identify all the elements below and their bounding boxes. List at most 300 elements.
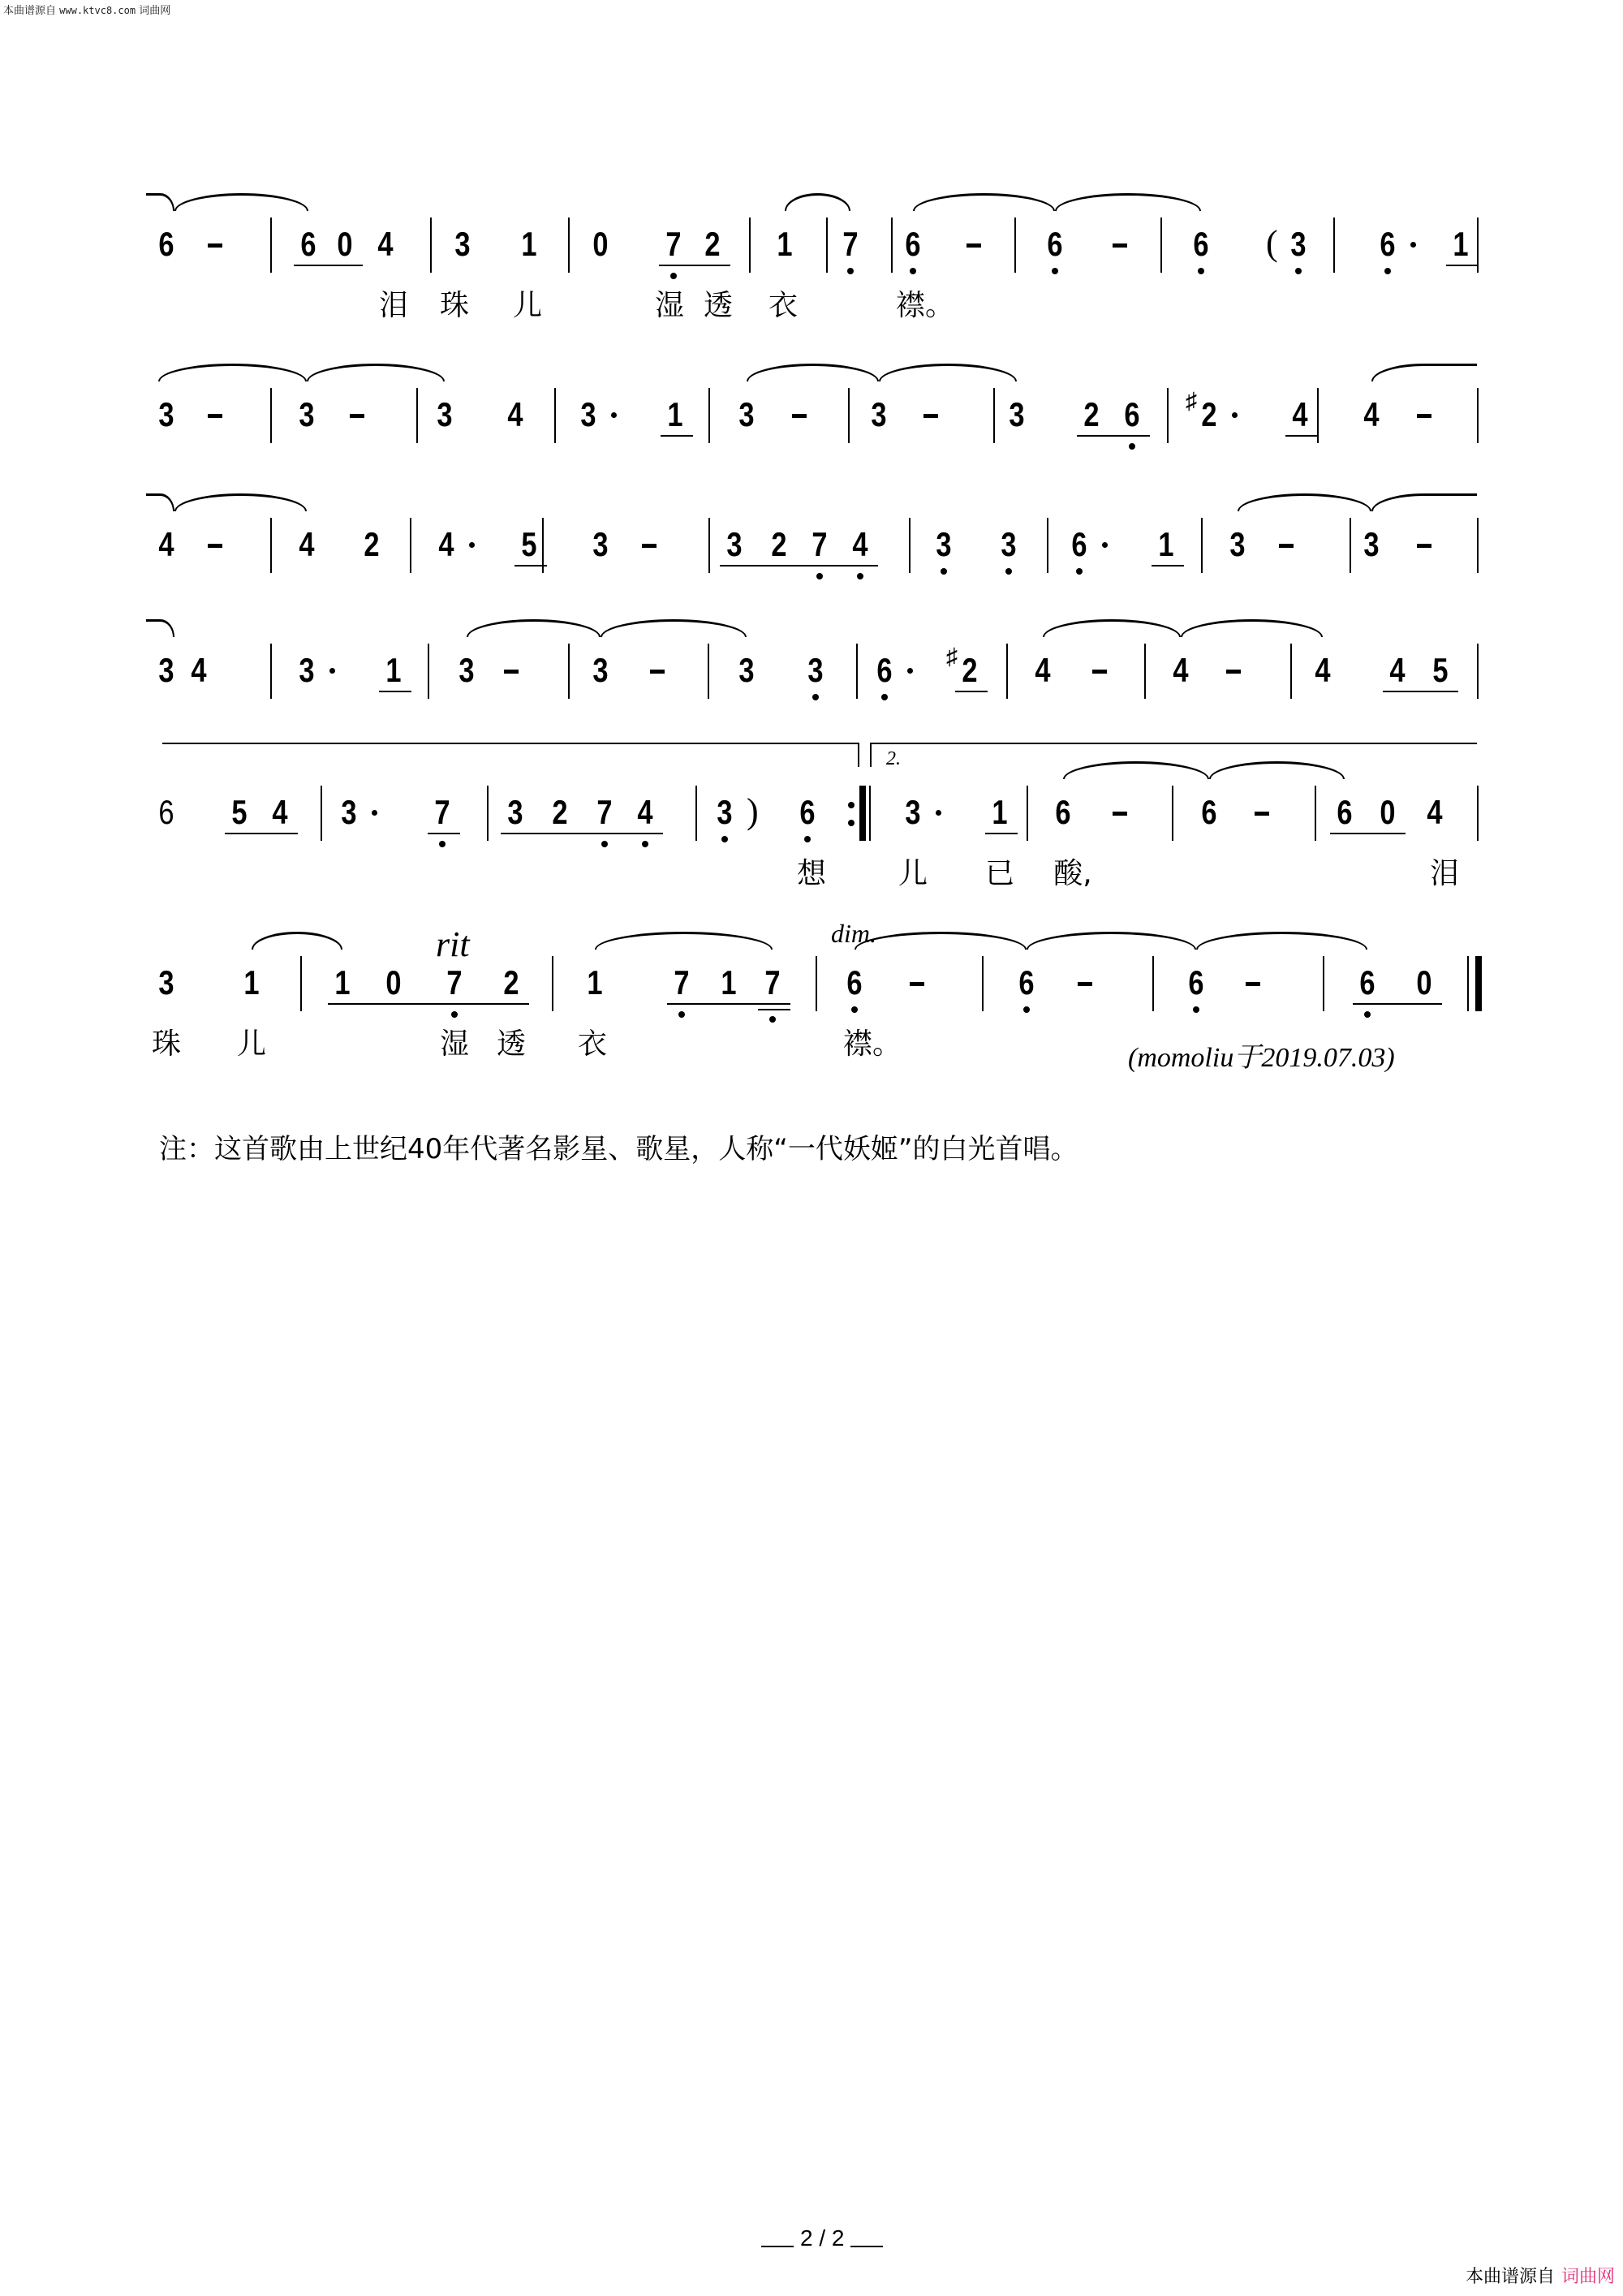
dash-sustain <box>792 414 807 418</box>
note-4: 4 <box>1292 395 1308 433</box>
tie-slur <box>1027 932 1196 950</box>
note-6: 6 <box>1047 225 1063 263</box>
barline <box>554 388 556 443</box>
barline <box>826 218 828 273</box>
beam-underline <box>1367 1003 1424 1005</box>
note-7: 7 <box>812 525 828 563</box>
lyric-syllable: 衣 <box>768 289 799 322</box>
tie-slur <box>1371 493 1477 511</box>
barline <box>848 388 850 443</box>
eighth-underline <box>514 565 547 566</box>
barline <box>1201 518 1203 573</box>
barline <box>695 786 697 841</box>
source-watermark-bottom <box>1466 2263 1615 2288</box>
eighth-underline <box>379 691 411 692</box>
dash-sustain <box>1113 243 1127 248</box>
beam-underline <box>515 833 560 834</box>
dash-sustain <box>1279 544 1294 548</box>
tie-slur <box>785 193 850 211</box>
augmentation-dot <box>611 412 617 418</box>
eighth-underline <box>1285 435 1318 437</box>
low-octave-dot <box>439 841 446 847</box>
barline <box>300 956 302 1011</box>
final-thin-barline <box>1467 956 1469 1011</box>
barline <box>1160 218 1162 273</box>
beam-underline <box>729 1003 773 1005</box>
low-octave-dot <box>678 1011 685 1018</box>
low-octave-dot <box>1023 1006 1030 1013</box>
lyric-syllable: 珠 <box>439 289 470 322</box>
barline <box>568 644 570 699</box>
lyric-syllable: 已 <box>984 857 1015 890</box>
tie-slur <box>1238 493 1371 511</box>
dash-sustain <box>966 243 981 248</box>
source-url: www.ktvc8.com <box>59 5 136 16</box>
eighth-underline <box>428 833 460 834</box>
note-0: 0 <box>1416 963 1432 1002</box>
dash-sustain <box>910 982 924 986</box>
augmentation-dot <box>1102 542 1108 548</box>
note-2: 2 <box>1083 395 1100 433</box>
barline <box>1006 644 1008 699</box>
low-octave-dot <box>1076 568 1083 575</box>
eighth-underline <box>1446 265 1479 266</box>
low-octave-dot <box>1052 268 1058 274</box>
beam-underline <box>1091 435 1132 437</box>
note-1: 1 <box>385 651 402 689</box>
note-4: 4 <box>272 793 288 831</box>
note-6: 6 <box>158 793 174 831</box>
low-octave-dot <box>1198 268 1204 274</box>
note-3: 3 <box>1229 525 1246 563</box>
barline <box>856 644 858 699</box>
lyric-syllable: 湿 <box>439 1027 470 1061</box>
low-octave-dot <box>857 573 863 579</box>
note-3: 3 <box>905 793 921 831</box>
barline <box>416 388 418 443</box>
dash-sustain <box>1078 982 1092 986</box>
dash-sustain <box>1113 812 1127 816</box>
note-7: 7 <box>764 963 781 1002</box>
tie-slur <box>1181 619 1323 637</box>
lyric-syllable: 酸, <box>1053 857 1092 890</box>
low-octave-dot <box>1295 268 1302 274</box>
note-0: 0 <box>385 963 402 1002</box>
lyric-syllable: 儿 <box>236 1027 267 1061</box>
note-4: 4 <box>158 525 174 563</box>
barline <box>487 786 489 841</box>
repeat-end-thin-barline <box>869 786 871 841</box>
note-4: 4 <box>852 525 868 563</box>
note-6: 6 <box>1193 225 1209 263</box>
lyric-syllable: 想 <box>796 857 827 890</box>
tie-slur <box>1196 932 1367 950</box>
parenthesis: ( <box>1266 223 1278 263</box>
lyric-syllable: 泪 <box>1429 857 1460 890</box>
note-7: 7 <box>446 963 463 1002</box>
barline <box>568 218 570 273</box>
lyric-syllable: 衣 <box>577 1027 608 1061</box>
note-3: 3 <box>341 793 357 831</box>
volta-label: 2. <box>886 748 901 769</box>
augmentation-dot <box>1410 242 1416 248</box>
note-3: 3 <box>299 395 315 433</box>
low-octave-dot <box>804 836 811 842</box>
note-3: 3 <box>807 651 824 689</box>
page-rule-left <box>761 2246 794 2247</box>
note-6: 6 <box>799 793 816 831</box>
note-0: 0 <box>337 225 353 263</box>
barline <box>1477 786 1479 841</box>
note-6: 6 <box>1124 395 1140 433</box>
barline <box>1172 786 1173 841</box>
barline <box>428 644 429 699</box>
eighth-underline <box>985 833 1018 834</box>
low-octave-dot <box>910 268 916 274</box>
note-3: 3 <box>738 651 755 689</box>
dash-sustain <box>1255 812 1269 816</box>
note-2: 2 <box>364 525 380 563</box>
note-3: 3 <box>458 651 475 689</box>
eighth-underline <box>661 435 693 437</box>
barline <box>749 218 751 273</box>
low-octave-dot <box>1193 1006 1199 1013</box>
barline <box>270 388 272 443</box>
note-3: 3 <box>592 525 609 563</box>
note-0: 0 <box>592 225 609 263</box>
low-octave-dot <box>816 573 823 579</box>
final-thick-barline <box>1475 956 1482 1011</box>
note-4: 4 <box>1035 651 1051 689</box>
barline <box>270 218 272 273</box>
augmentation-dot <box>469 542 475 548</box>
source-prefix-bottom: 本曲谱源自 <box>1465 2267 1555 2287</box>
note-3: 3 <box>1363 525 1380 563</box>
note-5: 5 <box>521 525 537 563</box>
note-6: 6 <box>1188 963 1204 1002</box>
note-3: 3 <box>1009 395 1025 433</box>
page-number-text: 2 / 2 <box>800 2225 845 2251</box>
low-octave-dot <box>601 841 608 847</box>
source-watermark-top <box>3 2 170 17</box>
note-3: 3 <box>454 225 471 263</box>
note-6: 6 <box>300 225 316 263</box>
note-1: 1 <box>1158 525 1174 563</box>
note-1: 1 <box>1453 225 1469 263</box>
dash-sustain <box>650 670 665 674</box>
beam-underline <box>1345 833 1388 834</box>
sharp-sign: ♯ <box>946 644 958 669</box>
beam-underline <box>308 265 345 266</box>
tie-slur <box>146 619 174 637</box>
note-1: 1 <box>721 963 737 1002</box>
brand-logo-text: 词曲网 <box>1561 2267 1615 2287</box>
low-octave-dot <box>941 568 947 575</box>
tie-slur <box>747 364 879 381</box>
beam-underline <box>394 1003 454 1005</box>
note-3: 3 <box>592 651 609 689</box>
lyric-syllable: 透 <box>703 289 734 322</box>
note-2: 2 <box>552 793 568 831</box>
note-6: 6 <box>846 963 863 1002</box>
barline <box>1333 218 1335 273</box>
note-3: 3 <box>507 793 523 831</box>
dash-sustain <box>1092 670 1107 674</box>
note-1: 1 <box>667 395 683 433</box>
sixteenth-underline <box>758 1009 790 1010</box>
low-octave-dot <box>1364 1011 1371 1018</box>
volta-bracket-1 <box>162 743 858 744</box>
low-octave-dot <box>881 694 888 700</box>
tie-slur <box>307 364 445 381</box>
tie-slur <box>1055 193 1201 211</box>
augmentation-dot <box>372 810 377 816</box>
note-2: 2 <box>503 963 519 1002</box>
dash-sustain <box>504 670 519 674</box>
barline <box>708 518 710 573</box>
note-3: 3 <box>437 395 453 433</box>
tie-slur <box>146 193 174 211</box>
lyric-syllable: 襟。 <box>895 289 955 322</box>
barline <box>270 644 272 699</box>
augmentation-dot <box>329 668 335 674</box>
lyric-syllable: 儿 <box>512 289 543 322</box>
note-4: 4 <box>191 651 207 689</box>
note-7: 7 <box>434 793 450 831</box>
page-number <box>755 2225 889 2251</box>
beam-underline <box>779 565 820 566</box>
volta-bracket-2 <box>870 743 1477 744</box>
volta-bracket-2-start <box>870 743 872 767</box>
repeat-dot-lower <box>848 820 855 826</box>
note-6: 6 <box>1359 963 1375 1002</box>
note-4: 4 <box>1389 651 1406 689</box>
note-4: 4 <box>1173 651 1189 689</box>
barline <box>1014 218 1016 273</box>
note-2: 2 <box>704 225 721 263</box>
expression-mark: dim. <box>831 919 876 948</box>
volta-bracket-1-end <box>858 743 859 767</box>
tie-slur <box>158 364 307 381</box>
repeat-end-barline <box>859 786 866 841</box>
barline <box>909 518 911 573</box>
dash-sustain <box>350 414 364 418</box>
dash-sustain <box>1226 670 1241 674</box>
dash-sustain <box>208 414 222 418</box>
barline <box>993 388 995 443</box>
lyric-syllable: 儿 <box>898 857 928 890</box>
tie-slur <box>601 619 747 637</box>
beam-underline <box>560 833 605 834</box>
note-1: 1 <box>521 225 537 263</box>
low-octave-dot <box>847 268 854 274</box>
barline <box>1027 786 1028 841</box>
source-suffix: 词曲网 <box>139 5 171 17</box>
low-octave-dot <box>1384 268 1391 274</box>
footnote: 注：这首歌由上世纪40年代著名影星、歌星，人称“一代妖姬”的白光首唱。 <box>159 1133 1078 1165</box>
dash-sustain <box>208 544 222 548</box>
repeat-dot-upper <box>848 802 855 808</box>
note-2: 2 <box>771 525 787 563</box>
barline <box>816 956 817 1011</box>
barline <box>410 518 411 573</box>
note-6: 6 <box>905 225 921 263</box>
barline <box>1477 388 1479 443</box>
note-3: 3 <box>871 395 887 433</box>
barline <box>982 956 984 1011</box>
low-octave-dot <box>1129 443 1135 450</box>
barline <box>1167 388 1169 443</box>
lyric-syllable: 襟。 <box>842 1027 902 1061</box>
note-1: 1 <box>334 963 351 1002</box>
lyric-syllable: 泪 <box>378 289 409 322</box>
lyric-syllable: 湿 <box>654 289 685 322</box>
note-6: 6 <box>158 225 174 263</box>
augmentation-dot <box>936 810 941 816</box>
barline <box>1477 518 1479 573</box>
arranger-signature: (momoliu于2019.07.03) <box>1128 1043 1395 1073</box>
beam-underline <box>605 833 645 834</box>
barline <box>708 644 709 699</box>
barline <box>1350 518 1351 573</box>
tie-slur <box>913 193 1055 211</box>
note-5: 5 <box>231 793 248 831</box>
note-1: 1 <box>243 963 260 1002</box>
beam-underline <box>820 565 860 566</box>
note-3: 3 <box>580 395 596 433</box>
tie-slur <box>467 619 601 637</box>
barline <box>1144 644 1146 699</box>
low-octave-dot <box>670 273 677 279</box>
barline <box>1047 518 1048 573</box>
note-6: 6 <box>1055 793 1071 831</box>
note-3: 3 <box>1001 525 1017 563</box>
tie-slur <box>879 364 1017 381</box>
note-3: 3 <box>299 651 315 689</box>
dash-sustain <box>1417 544 1431 548</box>
lyric-syllable: 珠 <box>151 1027 182 1061</box>
dash-sustain <box>923 414 938 418</box>
barline <box>1290 644 1292 699</box>
note-4: 4 <box>377 225 394 263</box>
lyric-syllable: 透 <box>496 1027 527 1061</box>
dash-sustain <box>208 243 222 248</box>
note-4: 4 <box>1363 395 1380 433</box>
low-octave-dot <box>451 1011 458 1018</box>
beam-underline <box>674 265 712 266</box>
note-4: 4 <box>1427 793 1443 831</box>
tie-slur <box>1209 761 1345 779</box>
note-6: 6 <box>1201 793 1217 831</box>
note-3: 3 <box>158 395 174 433</box>
barline <box>270 518 272 573</box>
tie-slur <box>1371 364 1477 381</box>
note-0: 0 <box>1380 793 1396 831</box>
augmentation-dot <box>907 668 913 674</box>
note-4: 4 <box>1315 651 1331 689</box>
note-5: 5 <box>1432 651 1449 689</box>
tie-slur <box>595 932 773 950</box>
note-4: 4 <box>438 525 454 563</box>
note-6: 6 <box>1018 963 1035 1002</box>
note-4: 4 <box>637 793 653 831</box>
note-7: 7 <box>665 225 682 263</box>
tie-slur <box>1063 761 1209 779</box>
note-2: 2 <box>962 651 978 689</box>
parenthesis: ) <box>747 791 759 831</box>
eighth-underline <box>955 691 988 692</box>
low-octave-dot <box>812 694 819 700</box>
note-4: 4 <box>299 525 315 563</box>
tie-slur <box>855 932 1027 950</box>
low-octave-dot <box>1005 568 1012 575</box>
sharp-sign: ♯ <box>1186 388 1197 413</box>
tie-slur <box>252 932 342 950</box>
note-3: 3 <box>717 793 733 831</box>
beam-underline <box>239 833 280 834</box>
beam-underline <box>682 1003 729 1005</box>
dash-sustain <box>1417 414 1431 418</box>
note-4: 4 <box>507 395 523 433</box>
low-octave-dot <box>769 1016 776 1023</box>
note-3: 3 <box>158 963 174 1002</box>
note-3: 3 <box>936 525 952 563</box>
barline <box>430 218 432 273</box>
beam-underline <box>342 1003 394 1005</box>
low-octave-dot <box>721 836 728 842</box>
note-7: 7 <box>674 963 690 1002</box>
tie-slur <box>146 493 174 511</box>
barline <box>1315 786 1316 841</box>
beam-underline <box>1397 691 1440 692</box>
note-3: 3 <box>1290 225 1307 263</box>
tie-slur <box>174 193 308 211</box>
eighth-underline <box>1152 565 1184 566</box>
beam-underline <box>734 565 779 566</box>
tie-slur <box>174 493 307 511</box>
note-3: 3 <box>726 525 743 563</box>
beam-underline <box>454 1003 511 1005</box>
note-7: 7 <box>842 225 859 263</box>
augmentation-dot <box>1232 412 1238 418</box>
low-octave-dot <box>642 841 648 847</box>
barline <box>1152 956 1154 1011</box>
note-1: 1 <box>587 963 603 1002</box>
note-6: 6 <box>1380 225 1396 263</box>
note-2: 2 <box>1201 395 1217 433</box>
source-prefix: 本曲谱源自 <box>3 5 57 17</box>
note-6: 6 <box>876 651 893 689</box>
page-rule-right <box>850 2246 883 2247</box>
barline <box>1323 956 1324 1011</box>
dash-sustain <box>642 544 657 548</box>
note-6: 6 <box>1071 525 1087 563</box>
note-1: 1 <box>992 793 1008 831</box>
note-3: 3 <box>158 651 174 689</box>
note-3: 3 <box>738 395 755 433</box>
barline <box>321 786 322 841</box>
note-7: 7 <box>596 793 613 831</box>
barline <box>708 388 710 443</box>
expression-mark: rit <box>436 924 470 964</box>
barline <box>1477 644 1479 699</box>
barline <box>552 956 553 1011</box>
barline <box>891 218 893 273</box>
note-1: 1 <box>777 225 793 263</box>
tie-slur <box>1043 619 1181 637</box>
dash-sustain <box>1246 982 1260 986</box>
note-6: 6 <box>1337 793 1353 831</box>
